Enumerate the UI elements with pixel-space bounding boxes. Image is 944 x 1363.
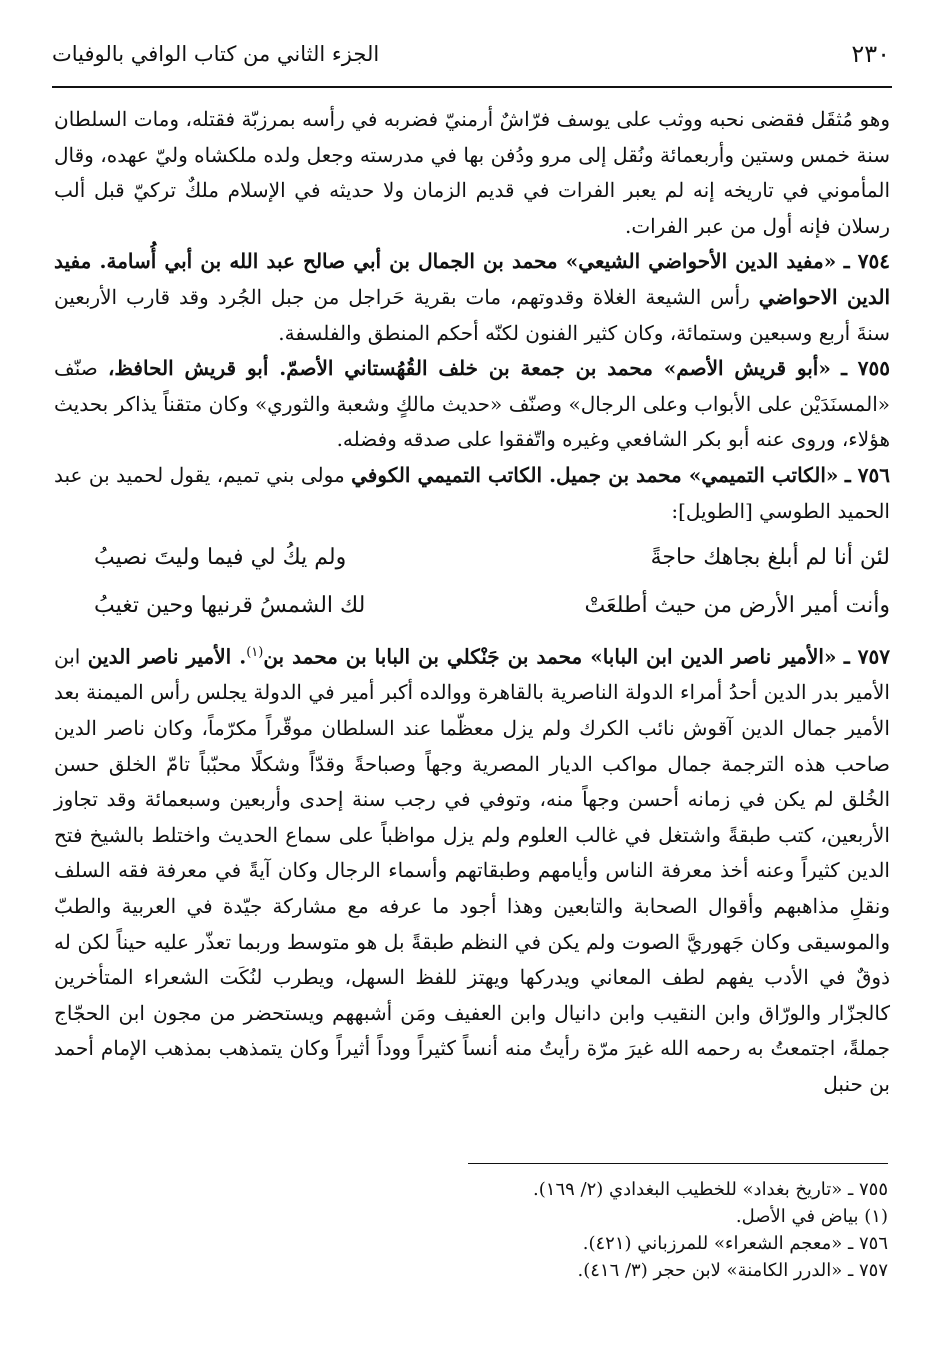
poem (54, 535, 890, 635)
entry-text: ابن الأمير بدر الدين أحدُ أمراء الدولة الناصرية بالقاهرة ووالده أكبر أمير في الدولة يجلس رأس الميمنة بعد الأمير جمال الدين آقوش نائب الكرك ولم يزل معظّما عند السلطان موقّراً مكرّماً، وكان ناصر الدين صاحب هذه الترجمة جمال مواكب الديار المصرية وجهاً وصباحةً وقدّاً وشكلًا محبّباً تامّ الخلق حسن الخُلق لم يكن في زمانه أحسن وجهاً منه، وتوفي في رجب سنة إحدى وأربعين وسبعمائة وقد تجاوز الأربعين، كتب طبقةً واشتغل في غالب العلوم ولم يزل مواظباً على سماع الحديث واختلط بالشيخ فتح الدين كثيراً وعنه أخذ معرفة الناس وأيامهم وطبقاتهم وأسماء الرجال وكان آيةً في معرفة فقه السلف ونقلِ مذاهبهم وأقوال الصحابة والتابعين وهذا أجود ما عرفه مع مشاركة جيّدة في العربية والطبّ والموسيقى وكان جَهوريَّ الصوت ولم يكن في النظم طبقةً بل هو متوسط وربما تعذّر عليه حيناً لكن له ذوقٌ في الأدب يفهم لطف المعاني ويدركها ويهتز للفظ السهل، ويطرب لنُكَت الشعراء المتأخرين كالجزّار والورّاق وابن النقيب وابن دانيال وابن العفيف ومَن أشبههم ويستحضر من مجون ابن الحجّاج جملةً، اجتمعتُ به رحمه الله غيرَ مرّة رأيتُ منه أنساً كثيراً ووداً أثيراً وكان يتمذهب بمذهب الإمام أحمد بن حنبل (54, 644, 890, 1096)
footnote-rule (468, 1163, 888, 1164)
running-title: الجزء الثاني من كتاب الوافي بالوفيات (52, 42, 380, 66)
entry-heading: «الأمير ناصر الدين ابن البابا» محمد بن جَنْكلي بن البابا بن محمد بن (263, 644, 837, 669)
entry-text: صنّف «المسنَدَيْن على الأبواب وعلى الرجال» وصنّف «حديث مالكٍ وشعبة والثوري» وكان متقناً يذاكر بحديث هؤلاء، وروى عنه أبو بكر الشافعي وغيره واتّفقوا على صدقه وفضله. (54, 356, 890, 452)
verse-2-second-hemistich: لك الشمسُ قرنيها وحين تغيبُ (94, 593, 366, 619)
entry-number: ٧٥٥ ـ (841, 356, 890, 381)
page-number: ٢٣٠ (851, 40, 890, 68)
entry-text: مولى بني تميم، يقول لحميد بن عبد الحميد الطوسي [الطويل]: (54, 462, 890, 523)
verse-1-first-hemistich: لئن أنا لم أبلغ بجاهك حاجةً (650, 545, 890, 571)
entry-number: ٧٥٤ ـ (843, 249, 891, 274)
footnote-reference[interactable]: (١) (246, 645, 264, 661)
footnote-item: ٧٥٥ ـ «تاريخ بغداد» للخطيب البغدادي (٢/ ١٦٩). (533, 1179, 888, 1200)
page-header (52, 40, 892, 80)
footnotes (460, 1176, 888, 1284)
entry-number: ٧٥٧ ـ (843, 644, 891, 669)
entry-754 (54, 244, 890, 351)
entry-text: رأس الشيعة الغلاة وقدوتهم، مات بقرية حَراجل من جبل الجُرد وقد قارب الأربعين سنةَ أربع وسبعين وستمائة، وكان كثير الفنون لكنّه أحكم المنطق والفلسفة. (54, 284, 890, 345)
paragraph-continuation: وهو مُثقَل فقضى نحبه ووثب على يوسف فرّاشٌ أرمنيّ فضربه في رأسه بمرزبّة فقتله، ومات السلطان سنة خمس وستين وأربعمائة ونُقل إلى مرو ودُفن بها في مدرسته وجعل ولده ملكشاه وليّ عهده، وقال المأموني في تاريخه إنه لم يعبر الفرات في قديم الزمان ولا حديثه في الإسلام ملكٌ تركيّ قبل ألب رسلان فإنه أول من عبر الفرات. (54, 107, 890, 238)
verse-1-second-hemistich: ولم يكُ لي فيما وليتَ نصيبُ (94, 545, 347, 571)
entry-heading: «أبو قريش الأصم» محمد بن جمعة بن خلف القُهُستاني الأصمّ. أبو قريش الحافظ، (107, 356, 831, 381)
footnote-item: (١) بياض في الأصل. (735, 1206, 888, 1227)
entry-heading: «الكاتب التميمي» محمد بن جميل. الكاتب التميمي الكوفي (351, 462, 839, 487)
header-rule (52, 86, 892, 88)
entry-757 (54, 635, 890, 1102)
footnote-item: ٧٥٧ ـ «الدرر الكامنة» لابن حجر (٣/ ٤١٦). (577, 1260, 888, 1281)
footnote-item: ٧٥٦ ـ «معجم الشعراء» للمرزباني (٤٢١). (582, 1233, 888, 1254)
entry-756 (54, 458, 890, 529)
entry-heading: «مفيد الدين الأحواضي الشيعي» محمد بن الجمال بن أبي صالح عبد الله بن أبي أُسامة. مفيد الدين الاحواضي (54, 249, 890, 309)
entry-heading-continued: . الأمير ناصر الدين (87, 644, 247, 669)
entry-755 (54, 351, 890, 458)
entry-number: ٧٥٦ ـ (844, 462, 891, 487)
main-text (54, 102, 890, 1103)
verse-2-first-hemistich: وأنت أمير الأرض من حيث أطلعَتْ (584, 593, 890, 619)
